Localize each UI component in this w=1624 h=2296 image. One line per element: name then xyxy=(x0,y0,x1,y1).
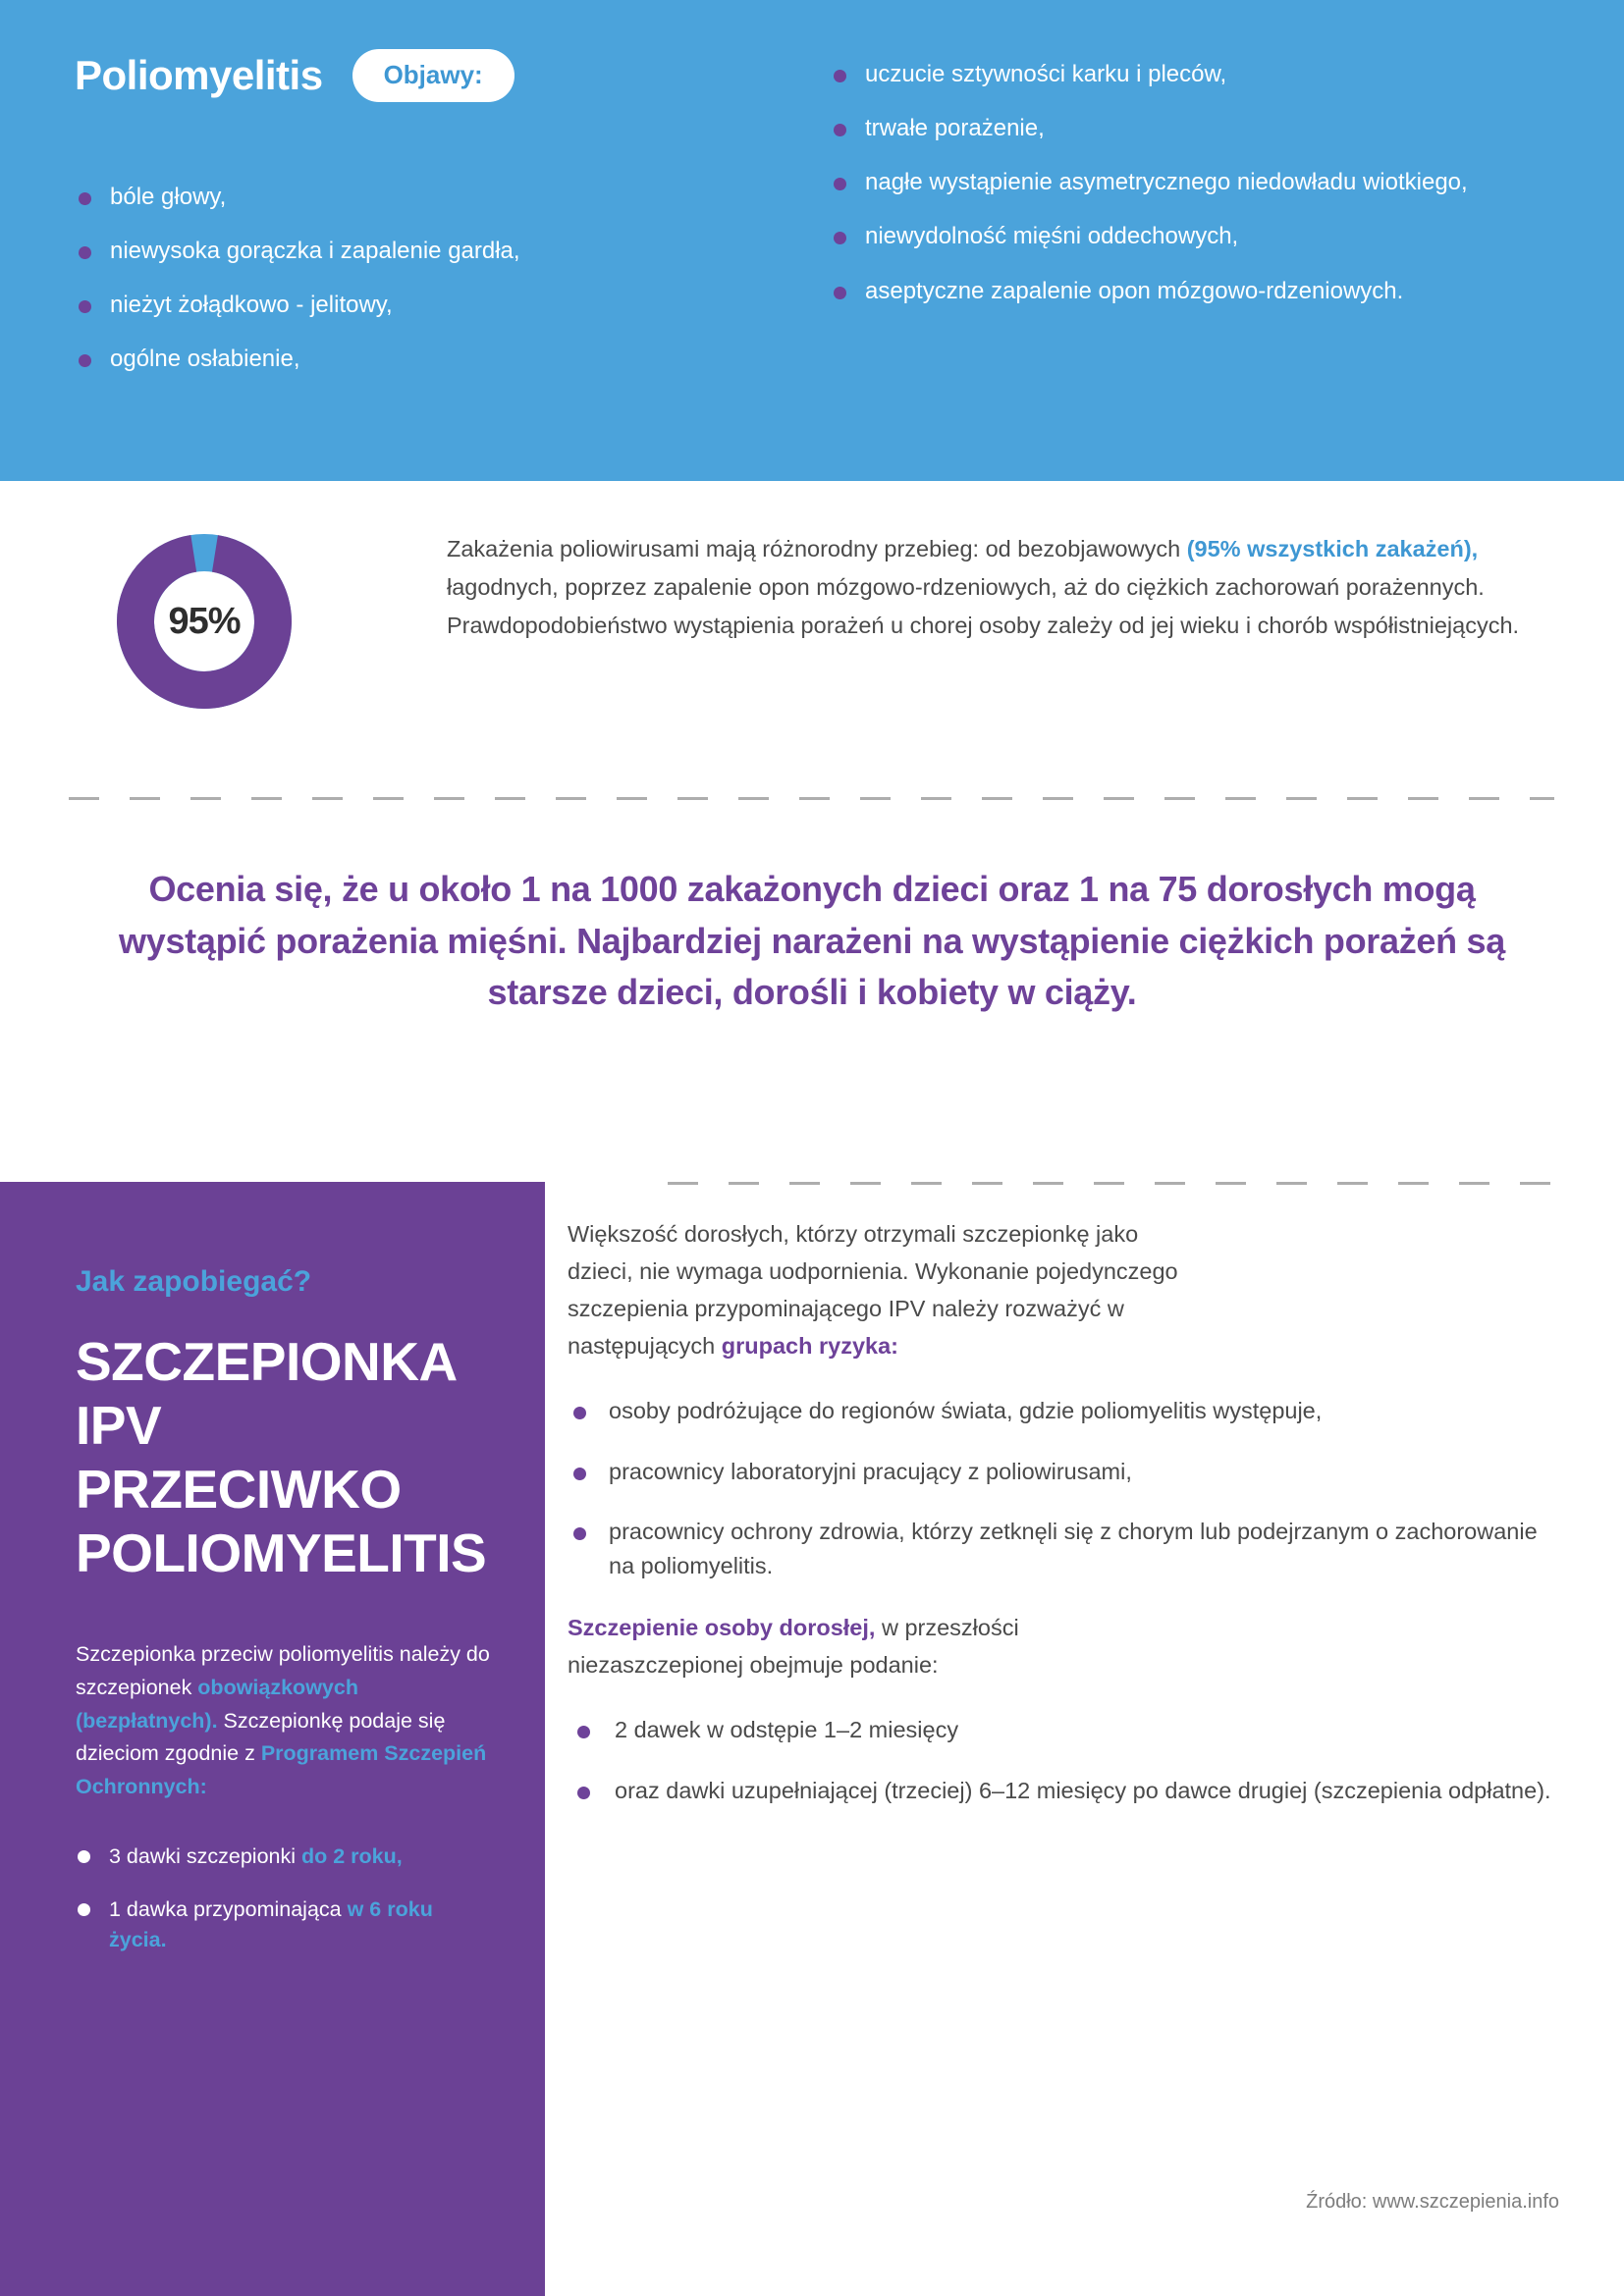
donut-chart xyxy=(116,533,293,710)
prevention-kicker: Jak zapobiegać? xyxy=(76,1265,312,1298)
list-item xyxy=(568,1455,1559,1489)
list-item xyxy=(568,1713,1559,1747)
list-item xyxy=(830,276,1556,307)
list-item xyxy=(830,59,1556,90)
list-item xyxy=(568,1394,1559,1428)
donut-section xyxy=(0,481,1624,775)
list-item xyxy=(75,290,546,321)
header-columns xyxy=(0,0,1624,481)
vaccine-headline: SZCZEPIONKA IPV PRZECIWKO POLIOMYELITIS xyxy=(76,1331,487,1583)
list-item xyxy=(75,344,546,375)
list-item xyxy=(568,1774,1559,1808)
adults-intro-highlight: grupach ryzyka: xyxy=(721,1333,899,1360)
dose-text: 3 dawki szczepionki xyxy=(109,1844,301,1869)
donut-description xyxy=(447,530,1551,645)
dose-schedule-list xyxy=(76,1842,496,1955)
adult-dose-list xyxy=(568,1713,1559,1808)
symptom-text: nagłe wystąpienie asymetrycznego niedowładu wiotkiego, xyxy=(865,169,1468,196)
risk-group-text: pracownicy laboratoryjni pracujący z poliowirusami, xyxy=(609,1458,1132,1484)
adult-vaccination-paragraph xyxy=(568,1609,1196,1683)
donut-text-part2: łagodnych, poprzez zapalenie opon mózgowo-rdzeniowych, aż do ciężkich zachorowań porażennych. Prawdopodobieństwo wystąpienia porażeń u chorej osoby zależy od jej wieku i chorób współistniejących. xyxy=(447,574,1520,638)
symptoms-right-column xyxy=(830,59,1556,307)
adult-dose-text: oraz dawki uzupełniającej (trzeciej) 6–12 miesięcy po dawce drugiej (szczepienia odpłatne). xyxy=(615,1777,1551,1803)
source-citation: Źródło: www.szczepienia.info xyxy=(1306,2191,1559,2213)
symptom-text: aseptyczne zapalenie opon mózgowo-rdzeniowych. xyxy=(865,277,1404,304)
symptoms-left-column xyxy=(75,182,546,376)
vaccine-desc-highlight-2: Programem Szczepień Ochronnych: xyxy=(76,1741,487,1799)
key-statement: Ocenia się, że u około 1 na 1000 zakażonych dzieci oraz 1 na 75 dorosłych mogą wystąpić porażenia mięśni. Najbardziej narażeni na wystąpienie ciężkich porażeń są starsze dzieci, dorośli i kobiety w ciąży. xyxy=(119,869,1505,1013)
symptoms-left-list xyxy=(75,182,546,376)
symptom-text: niewydolność mięśni oddechowych, xyxy=(865,223,1239,250)
dose-text: 1 dawka przypominająca xyxy=(109,1896,348,1921)
vaccine-desc-part2: Szczepionkę podaje się dzieciom zgodnie z xyxy=(76,1708,446,1766)
symptom-text: nieżyt żołądkowo - jelitowy, xyxy=(110,292,393,319)
dose-highlight: do 2 roku, xyxy=(300,1844,403,1869)
symptom-text: uczucie sztywności karku i pleców, xyxy=(865,61,1227,87)
adult-dose-text: 2 dawek w odstępie 1–2 miesięcy xyxy=(615,1717,959,1743)
adults-column xyxy=(568,1215,1559,1834)
symptom-text: trwałe porażenie, xyxy=(865,115,1045,142)
symptom-text: bóle głowy, xyxy=(110,184,227,210)
page-title: Poliomyelitis xyxy=(75,52,323,98)
list-item xyxy=(830,167,1556,198)
divider-top xyxy=(69,797,1554,800)
donut-text-highlight: (95% wszystkich zakażeń), xyxy=(1186,536,1479,561)
symptoms-right-list xyxy=(830,59,1556,307)
donut-center-label: 95% xyxy=(168,600,241,642)
list-item xyxy=(76,1842,496,1872)
risk-group-text: osoby podróżujące do regionów świata, gdzie poliomyelitis występuje, xyxy=(609,1398,1323,1424)
adult-vaccination-text: w przeszłości niezaszczepionej obejmuje podanie: xyxy=(568,1615,1019,1679)
adults-intro-paragraph xyxy=(568,1215,1196,1364)
risk-groups-list xyxy=(568,1394,1559,1583)
vaccine-desc-highlight-1: obowiązkowych (bezpłatnych). xyxy=(76,1675,358,1733)
list-item xyxy=(75,236,546,267)
prevention-panel xyxy=(0,1182,545,2296)
list-item xyxy=(830,113,1556,144)
list-item xyxy=(568,1515,1559,1584)
symptom-text: ogólne osłabienie, xyxy=(110,346,300,373)
dose-highlight: w 6 roku życia. xyxy=(109,1896,433,1951)
vaccine-desc-part1: Szczepionka przeciw poliomyelitis należy do szczepionek xyxy=(76,1641,490,1699)
symptoms-pill-badge: Objawy: xyxy=(352,49,514,102)
list-item xyxy=(76,1895,496,1955)
list-item xyxy=(75,182,546,213)
adult-vaccination-highlight: Szczepienie osoby dorosłej, xyxy=(568,1615,876,1641)
adults-intro-part1: Większość dorosłych, którzy otrzymali szczepionkę jako dzieci, nie wymaga uodpornienia. Wykonanie pojedynczego szczepienia przypominającego IPV należy rozważyć w następujących xyxy=(568,1221,1178,1360)
vaccine-description xyxy=(76,1638,496,1805)
header-band xyxy=(0,0,1624,481)
risk-group-text: pracownicy ochrony zdrowia, którzy zetknęli się z chorym lub podejrzanym o zachorowanie na poliomyelitis. xyxy=(609,1518,1538,1578)
donut-text-part1: Zakażenia poliowirusami mają różnorodny przebieg: od bezobjawowych xyxy=(447,536,1187,561)
list-item xyxy=(830,221,1556,252)
symptom-text: niewysoka gorączka i zapalenie gardła, xyxy=(110,238,520,265)
divider-middle xyxy=(668,1182,1554,1185)
